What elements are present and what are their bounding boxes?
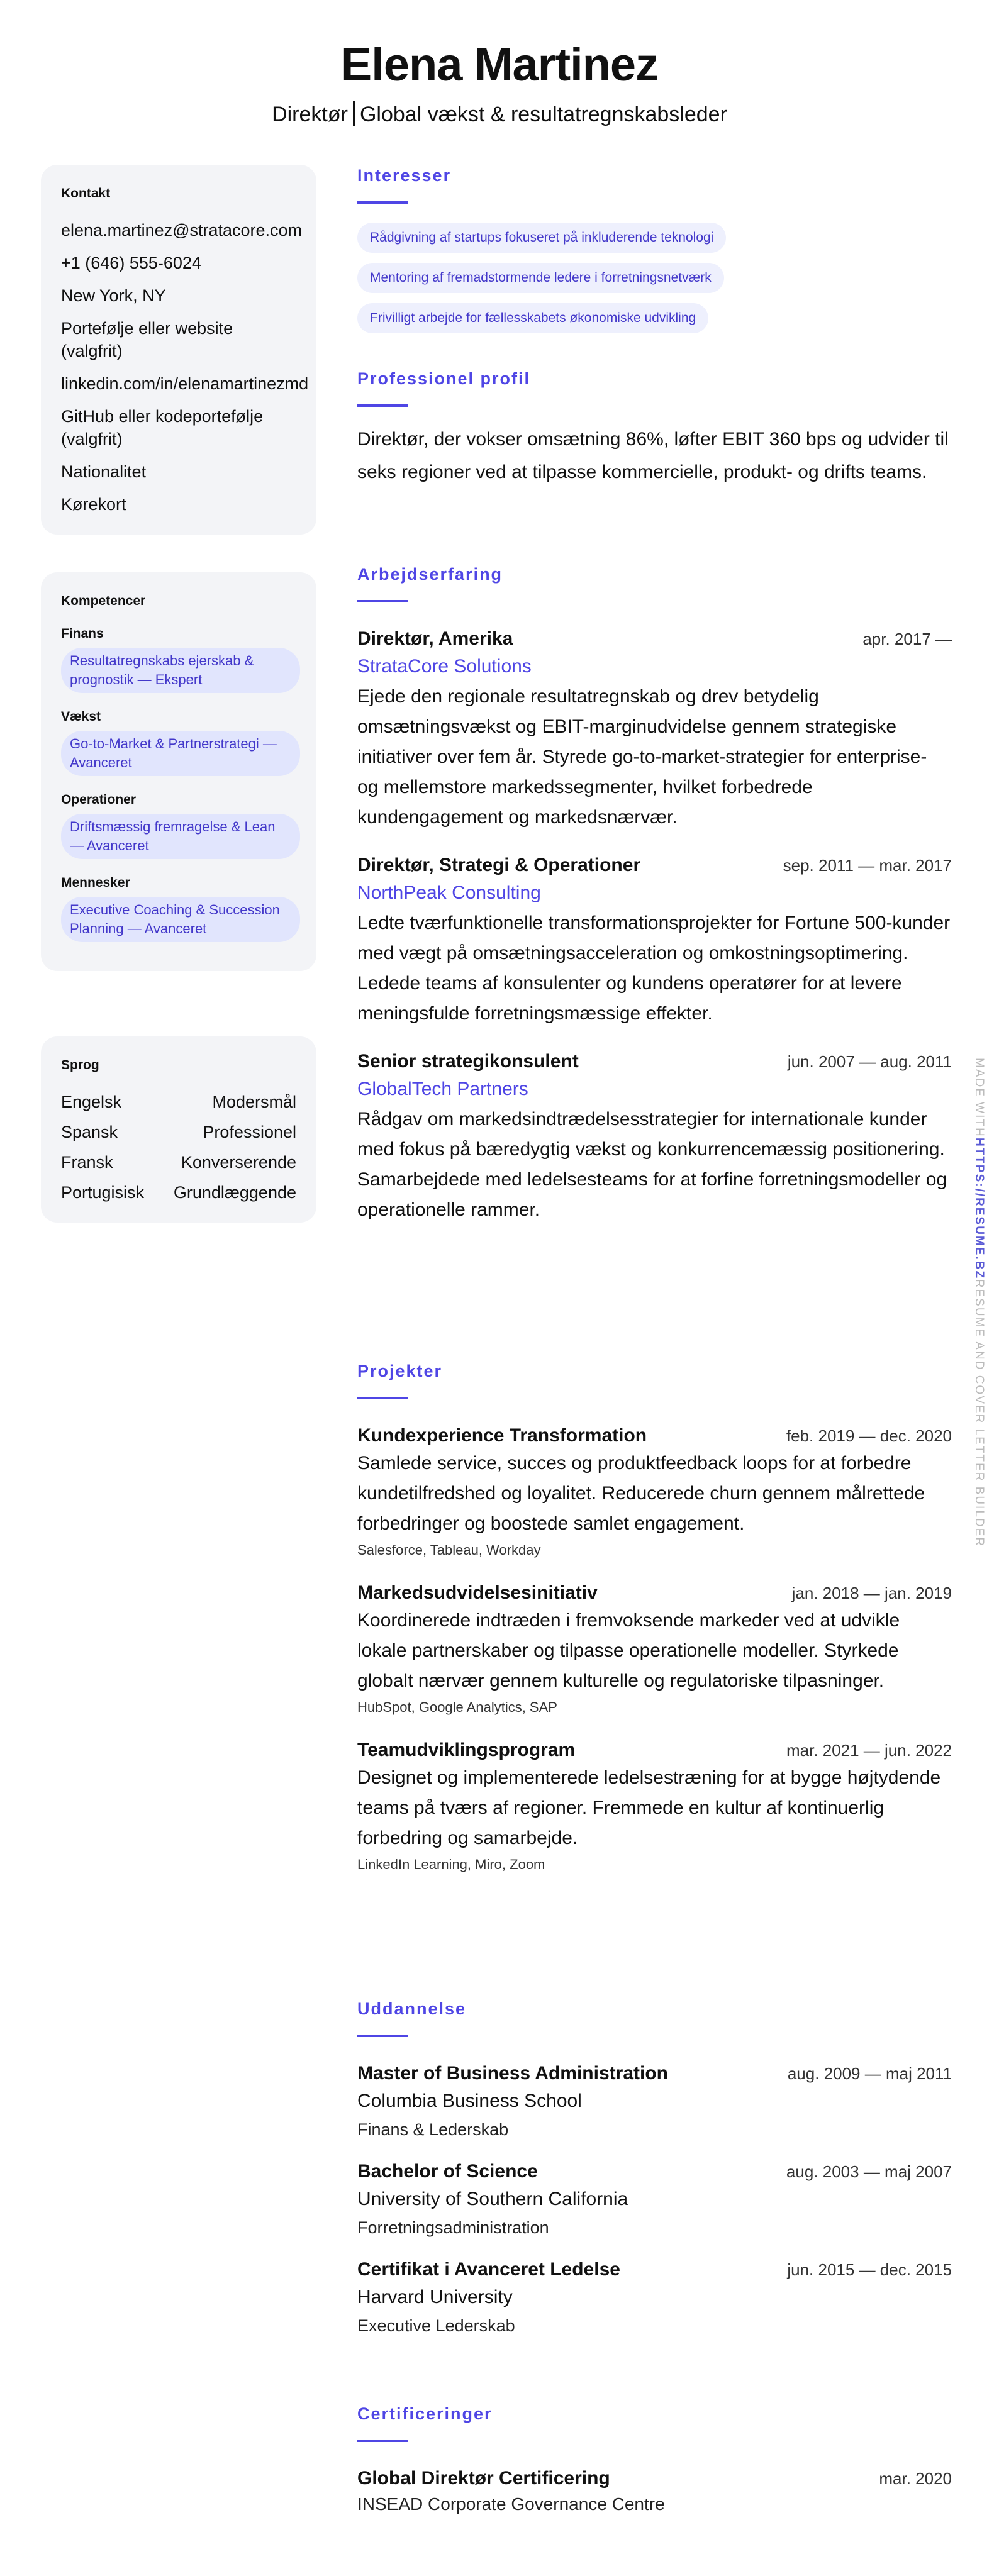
section-heading: Arbejdserfaring xyxy=(357,565,503,584)
education-section xyxy=(357,1998,952,2339)
contact-nationality: Nationalitet xyxy=(61,462,147,481)
project-tech: HubSpot, Google Analytics, SAP xyxy=(357,1699,557,1715)
contact-email[interactable]: elena.martinez@stratacore.com xyxy=(61,221,303,240)
project-dates: feb. 2019 — dec. 2020 xyxy=(786,1426,952,1445)
job-dates: jun. 2007 — aug. 2011 xyxy=(787,1052,952,1071)
heading-underline xyxy=(357,201,408,204)
interest-chip: Frivilligt arbejde for fællesskabets økonomiske udvikling xyxy=(357,303,708,333)
title-left: Direktør xyxy=(272,103,348,126)
heading-underline xyxy=(357,2440,408,2442)
title-divider xyxy=(353,101,355,126)
heading-underline xyxy=(357,404,408,407)
skills-heading: Kompetencer xyxy=(61,594,146,608)
project-description: Designet og implementerede ledelsestræning for at bygge højtydende teams på tværs af regioner. Fremmede en kultur af kontinuerlig forbedring og samarbejde. xyxy=(357,1767,941,1848)
language-row xyxy=(61,1181,296,1204)
project-dates: mar. 2021 — jun. 2022 xyxy=(786,1741,952,1760)
education-entry xyxy=(357,2257,952,2339)
contact-linkedin[interactable]: linkedin.com/in/elenamartinezmd xyxy=(61,374,309,393)
section-heading: Interesser xyxy=(357,166,452,185)
project-entry xyxy=(357,1580,952,1719)
interest-chip: Mentoring af fremadstormende ledere i forretningsnetværk xyxy=(357,263,724,293)
degree: Certifikat i Avanceret Ledelse xyxy=(357,2259,620,2280)
section-heading: Certificeringer xyxy=(357,2404,493,2423)
heading-underline xyxy=(357,2035,408,2037)
job-description: Ledte tværfunktionelle transformationsprojekter for Fortune 500-kunder med vægt på omsætningsacceleration og omkostningsoptimering. Ledede teams af konsulenter og kundens operatører for at levere meningsfulde forretningsmæssige effekter. xyxy=(357,913,951,1024)
certification-title: Global Direktør Certificering xyxy=(357,2468,610,2489)
section-heading: Uddannelse xyxy=(357,1999,467,2018)
job-company: StrataCore Solutions xyxy=(357,656,532,677)
degree: Master of Business Administration xyxy=(357,2063,668,2084)
certifications-section xyxy=(357,2403,952,2518)
skill-tag: Driftsmæssig fremragelse & Lean — Avanceret xyxy=(61,814,300,859)
heading-underline xyxy=(357,1397,408,1399)
certification-date: mar. 2020 xyxy=(879,2469,952,2488)
project-dates: jan. 2018 — jan. 2019 xyxy=(791,1584,952,1602)
job-description: Ejede den regionale resultatregnskab og drev betydelig omsætningsvækst og EBIT-marginudvidelse gennem strategiske initiativer over fem år. Styrede go-to-market-strategier for enterprise- og mellemstore markedssegmenter, hvilket forbedrede kundengagement og markedsnærvær. xyxy=(357,686,927,828)
field-of-study: Executive Lederskab xyxy=(357,2316,515,2335)
watermark-link[interactable]: HTTPS://RESUME.BZ xyxy=(973,1137,986,1279)
skill-group-name: Mennesker xyxy=(61,875,130,890)
languages-card xyxy=(41,1036,316,1223)
contact-phone[interactable]: +1 (646) 555-6024 xyxy=(61,253,201,272)
education-dates: jun. 2015 — dec. 2015 xyxy=(787,2260,952,2279)
heading-underline xyxy=(357,600,408,602)
skill-tag: Resultatregnskabs ejerskab & prognostik — Ekspert xyxy=(61,648,300,693)
watermark-prefix: MADE WITH xyxy=(973,1058,986,1138)
certification-issuer: INSEAD Corporate Governance Centre xyxy=(357,2494,665,2514)
section-heading: Professionel profil xyxy=(357,369,531,388)
contact-heading: Kontakt xyxy=(61,186,111,201)
language-row xyxy=(61,1091,296,1113)
project-description: Samlede service, succes og produktfeedback loops for at forbedre kundetilfredshed og loyalitet. Reducerede churn gennem målrettede forbedringer og boostede samlet engagement. xyxy=(357,1453,925,1534)
language-level: Konverserende xyxy=(181,1153,296,1172)
school: University of Southern California xyxy=(357,2189,628,2209)
language-name: Engelsk xyxy=(61,1092,122,1111)
contact-location: New York, NY xyxy=(61,286,166,305)
project-description: Koordinerede indtræden i fremvoksende markeder ved at udvikle lokale partnerskaber og tilpasse operationelle modeller. Styrkede globalt nærvær gennem kulturelle og regulatoriske tilpasninger. xyxy=(357,1610,900,1691)
field-of-study: Forretningsadministration xyxy=(357,2218,549,2237)
languages-heading: Sprog xyxy=(61,1058,99,1072)
language-level: Professionel xyxy=(203,1123,296,1141)
section-heading: Projekter xyxy=(357,1362,443,1380)
projects-section xyxy=(357,1360,952,1876)
language-level: Modersmål xyxy=(212,1092,296,1111)
job-title: Direktør, Strategi & Operationer xyxy=(357,855,641,875)
education-entry xyxy=(357,2061,952,2143)
profile-section xyxy=(357,368,952,489)
job-entry xyxy=(357,853,952,1029)
watermark-suffix: RESUME AND COVER LETTER BUILDER xyxy=(973,1279,986,1548)
language-name: Fransk xyxy=(61,1153,113,1172)
job-dates: sep. 2011 — mar. 2017 xyxy=(783,856,952,875)
skill-tag: Go-to-Market & Partnerstrategi — Avanceret xyxy=(61,731,300,776)
project-tech: Salesforce, Tableau, Workday xyxy=(357,1542,541,1558)
language-row xyxy=(61,1151,296,1174)
project-title: Markedsudvidelsesinitiativ xyxy=(357,1582,598,1603)
skills-card xyxy=(41,572,316,971)
language-name: Portugisisk xyxy=(61,1183,145,1202)
interests-section xyxy=(357,165,726,343)
language-name: Spansk xyxy=(61,1123,118,1141)
school: Harvard University xyxy=(357,2287,513,2307)
contact-github[interactable]: GitHub eller kodeportefølje (valgfrit) xyxy=(61,407,264,448)
contact-license: Kørekort xyxy=(61,495,126,514)
job-entry xyxy=(357,626,952,833)
job-title: Senior strategikonsulent xyxy=(357,1051,579,1072)
language-level: Grundlæggende xyxy=(173,1183,296,1202)
job-dates: apr. 2017 — xyxy=(862,630,952,648)
project-title: Kundexperience Transformation xyxy=(357,1425,647,1446)
job-company: NorthPeak Consulting xyxy=(357,882,541,903)
project-tech: LinkedIn Learning, Miro, Zoom xyxy=(357,1857,545,1872)
project-title: Teamudviklingsprogram xyxy=(357,1740,576,1760)
education-entry xyxy=(357,2159,952,2241)
candidate-name: Elena Martinez xyxy=(340,38,659,91)
job-description: Rådgav om markedsindtrædelsesstrategier for internationale kunder med fokus på bæredygtig vækst og konkurrencemæssig positionering. Samarbejdede med ledelsesteams for at forfine forretningsmodeller og operationelle rammer. xyxy=(357,1109,947,1220)
education-dates: aug. 2003 — maj 2007 xyxy=(786,2162,952,2181)
profile-text: Direktør, der vokser omsætning 86%, løfter EBIT 360 bps og udvider til seks regioner ved at tilpasse kommercielle, produkt- og drifts teams. xyxy=(357,429,949,482)
skill-group-name: Finans xyxy=(61,626,104,641)
title-right: Global vækst & resultatregnskabsleder xyxy=(359,103,727,126)
experience-section xyxy=(357,564,952,1225)
resume-header xyxy=(0,36,999,128)
watermark xyxy=(972,1058,986,1547)
project-entry xyxy=(357,1423,952,1562)
field-of-study: Finans & Lederskab xyxy=(357,2120,509,2139)
candidate-title xyxy=(0,101,999,128)
language-row xyxy=(61,1121,296,1143)
degree: Bachelor of Science xyxy=(357,2161,538,2182)
education-dates: aug. 2009 — maj 2011 xyxy=(787,2064,952,2083)
job-company: GlobalTech Partners xyxy=(357,1079,528,1099)
job-title: Direktør, Amerika xyxy=(357,628,513,649)
contact-card xyxy=(41,165,316,535)
interest-chip: Rådgivning af startups fokuseret på inkluderende teknologi xyxy=(357,223,726,253)
certification-entry xyxy=(357,2466,952,2518)
skill-group-name: Vækst xyxy=(61,709,101,724)
project-entry xyxy=(357,1738,952,1876)
skill-tag: Executive Coaching & Succession Planning — Avanceret xyxy=(61,897,300,942)
school: Columbia Business School xyxy=(357,2090,582,2111)
job-entry xyxy=(357,1049,952,1225)
skill-group-name: Operationer xyxy=(61,792,137,807)
contact-portfolio[interactable]: Portefølje eller website (valgfrit) xyxy=(61,319,233,360)
